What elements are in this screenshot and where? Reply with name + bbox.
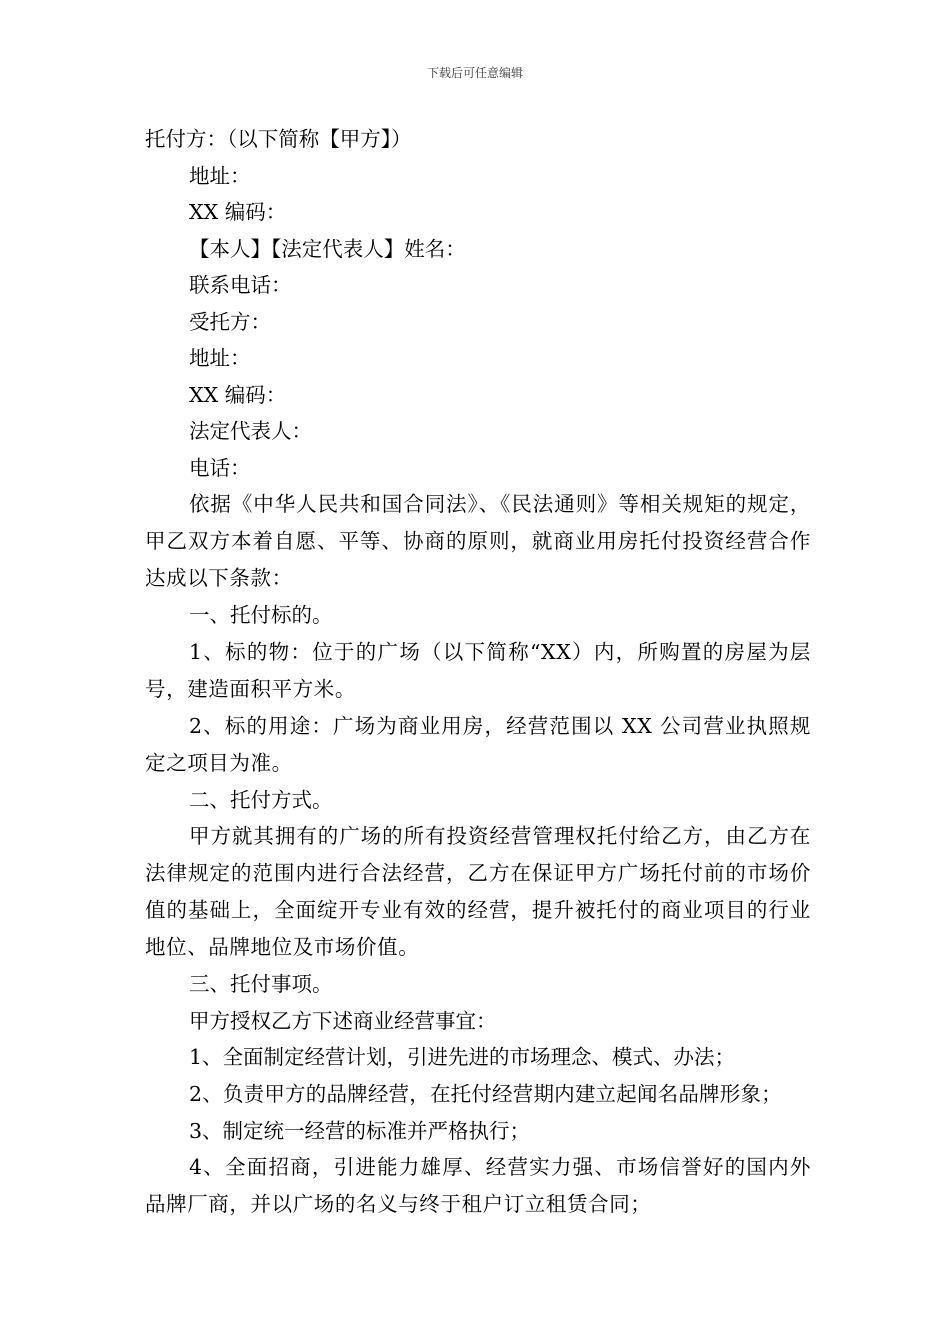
section-3-item-4: 4、全面招商，引进能力雄厚、经营实力强、市场信誉好的国内外品牌厂商，并以广场的名义与终于租户订立租赁合同； bbox=[145, 1155, 811, 1216]
section-1-item-1: 1、标的物：位于的广场（以下简称“XX）内，所购置的房屋为层号，建造面积平方米。 bbox=[145, 639, 811, 701]
party-b-postcode: XX 编码： bbox=[189, 382, 287, 407]
header-note: 下载后可任意编辑 bbox=[426, 66, 523, 80]
section-3-item-3: 3、制定统一经营的标准并严格执行； bbox=[189, 1118, 531, 1143]
section-3-heading: 三、托付事项。 bbox=[189, 972, 333, 996]
section-2-heading: 二、托付方式。 bbox=[189, 787, 333, 812]
party-b-phone: 电话： bbox=[189, 455, 251, 480]
party-a-postcode: XX 编码： bbox=[189, 200, 287, 224]
section-3-item-2: 2、负责甲方的品牌经营，在托付经营期内建立起闻名品牌形象； bbox=[189, 1081, 782, 1106]
section-3-item-1: 1、全面制定经营计划，引进先进的市场理念、模式、办法； bbox=[189, 1045, 736, 1069]
party-a-address: 地址： bbox=[189, 163, 251, 188]
section-2-body: 甲方就其拥有的广场的所有投资经营管理权托付给乙方，由乙方在法律规定的范围内进行合法经营，乙方在保证甲方广场托付前的市场价值的基础上，全面绽开专业有效的经营，提升被托付的商业项目的行业地位、品牌地位及市场价值。 bbox=[145, 824, 811, 959]
section-1-heading: 一、托付标的。 bbox=[189, 603, 333, 627]
section-3-lead: 甲方授权乙方下述商业经营事宜： bbox=[189, 1008, 497, 1033]
contract-body bbox=[145, 121, 811, 1223]
party-b-representative: 法定代表人： bbox=[189, 419, 312, 443]
section-1-item-2: 2、标的用途：广场为商业用房，经营范围以 XX 公司营业执照规定之项目为准。 bbox=[145, 713, 811, 775]
party-b-address: 地址： bbox=[189, 346, 251, 370]
party-a-title: 托付方：（以下简称【甲方】） bbox=[145, 127, 412, 151]
party-b-title: 受托方： bbox=[189, 309, 271, 334]
party-a-representative: 【本人】【法定代表人】姓名： bbox=[189, 236, 466, 261]
party-a-phone: 联系电话： bbox=[189, 273, 292, 297]
intro-paragraph: 依据《中华人民共和国合同法》、《民法通则》等相关规矩的规定，甲乙双方本着自愿、平等、协商的原则，就商业用房托付投资经营合作达成以下条款： bbox=[145, 492, 811, 590]
